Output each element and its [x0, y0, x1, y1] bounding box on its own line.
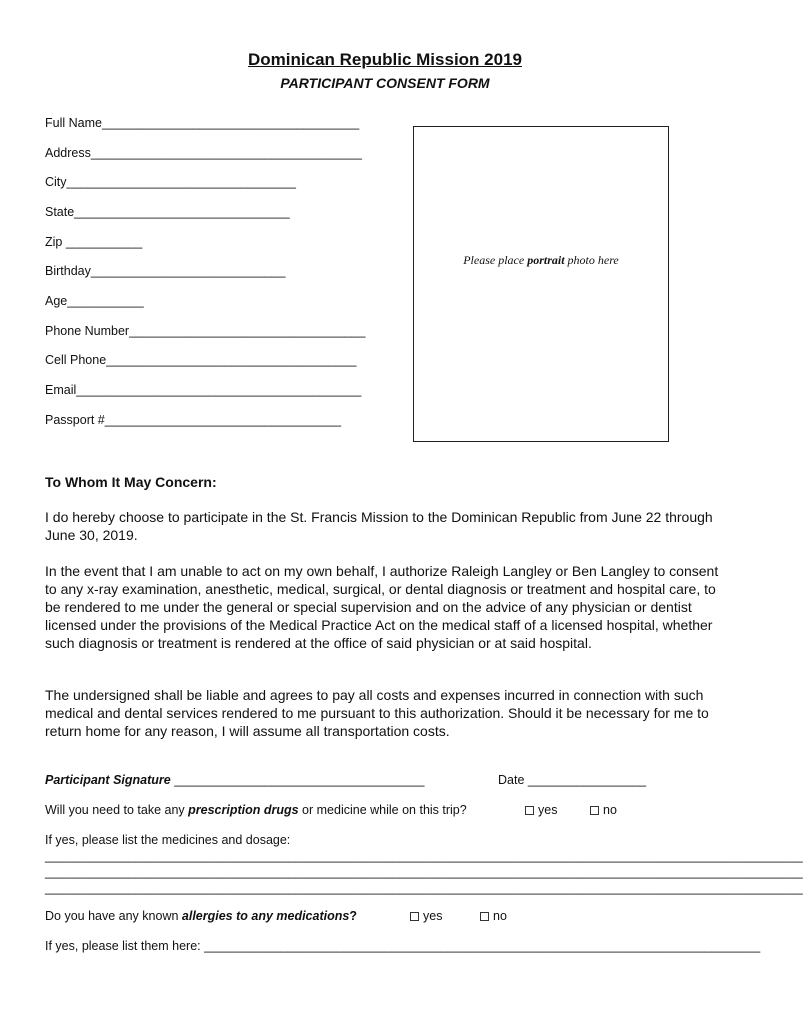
prescription-pre: Will you need to take any [45, 803, 189, 817]
salutation: To Whom It May Concern: [45, 474, 217, 490]
date-field[interactable]: Date _________________ [498, 773, 647, 787]
signature-row [45, 773, 424, 787]
allergies-no-option[interactable] [480, 909, 507, 923]
birthday-field[interactable]: Birthday____________________________ [45, 264, 286, 278]
paragraph-liability: The undersigned shall be liable and agrees to pay all costs and expenses incurred in connection with such medical and dental services rendered to me pursuant to this authorization. Should it be necessary for me to return home for any reason, I will assume all transportation costs. [45, 687, 709, 739]
prescription-yes-option[interactable] [525, 803, 557, 817]
medicines-line-1[interactable]: _____________________________________________________________________________________________________________ [45, 849, 803, 863]
photo-instruction-bold: portrait [527, 253, 565, 267]
medicines-line-3[interactable]: _____________________________________________________________________________________________________________ [45, 881, 803, 895]
signature-line[interactable]: ____________________________________ [170, 773, 425, 787]
passport-field[interactable]: Passport #__________________________________ [45, 413, 342, 427]
zip-field[interactable]: Zip ___________ [45, 235, 143, 249]
paragraph-participation: I do hereby choose to participate in the St. Francis Mission to the Dominican Republic from June 22 through June 30, 2019. [45, 509, 713, 543]
allergy-list-label: If yes, please list them here: [45, 939, 205, 953]
phone-number-field[interactable]: Phone Number__________________________________ [45, 324, 366, 338]
prescription-question [45, 803, 467, 817]
medicines-label: If yes, please list the medicines and dosage: [45, 833, 291, 847]
form-subtitle: PARTICIPANT CONSENT FORM [280, 75, 490, 91]
allergy-list-row [45, 939, 761, 953]
allergies-yes-label: yes [423, 909, 443, 923]
prescription-bold: prescription drugs [188, 803, 299, 817]
allergies-bold: allergies to any medications [181, 909, 350, 923]
allergies-yes-checkbox[interactable] [410, 912, 419, 921]
prescription-no-checkbox[interactable] [590, 806, 599, 815]
photo-instruction-pre: Please place [463, 253, 528, 267]
allergies-question [45, 909, 357, 923]
photo-instruction [414, 253, 668, 268]
allergies-post: ? [349, 909, 357, 923]
medicines-line-2[interactable]: _____________________________________________________________________________________________________________ [45, 865, 803, 879]
portrait-photo-box[interactable] [413, 126, 669, 442]
signature-label: Participant Signature [45, 773, 171, 787]
prescription-yes-checkbox[interactable] [525, 806, 534, 815]
form-title: Dominican Republic Mission 2019 [248, 50, 522, 69]
allergies-yes-option[interactable] [410, 909, 442, 923]
prescription-post: or medicine while on this trip? [298, 803, 467, 817]
allergies-no-checkbox[interactable] [480, 912, 489, 921]
allergy-list-line[interactable]: ________________________________________________________________________________ [204, 939, 761, 953]
prescription-yes-label: yes [538, 803, 558, 817]
full-name-field[interactable]: Full Name_____________________________________ [45, 116, 360, 130]
prescription-no-option[interactable] [590, 803, 617, 817]
paragraph-authorization: In the event that I am unable to act on my own behalf, I authorize Raleigh Langley or Ben Langley to consent to any x-ray examination, anesthetic, medical, surgical, or dental diagnosis or treatment and hospital care, to be rendered to me under the general or special supervision and on the advice of any physician or dentist licensed under the provisions of the Medical Practice Act on the medical staff of a licensed hospital, whether such diagnosis or treatment is rendered at the office of said physician or at said hospital. [45, 563, 719, 651]
photo-instruction-post: photo here [564, 253, 619, 267]
allergies-no-label: no [493, 909, 507, 923]
prescription-no-label: no [603, 803, 617, 817]
allergies-pre: Do you have any known [45, 909, 182, 923]
address-field[interactable]: Address_______________________________________ [45, 146, 362, 160]
cell-phone-field[interactable]: Cell Phone____________________________________ [45, 353, 357, 367]
email-field[interactable]: Email_________________________________________ [45, 383, 362, 397]
state-field[interactable]: State_______________________________ [45, 205, 290, 219]
city-field[interactable]: City_________________________________ [45, 175, 296, 189]
age-field[interactable]: Age___________ [45, 294, 144, 308]
